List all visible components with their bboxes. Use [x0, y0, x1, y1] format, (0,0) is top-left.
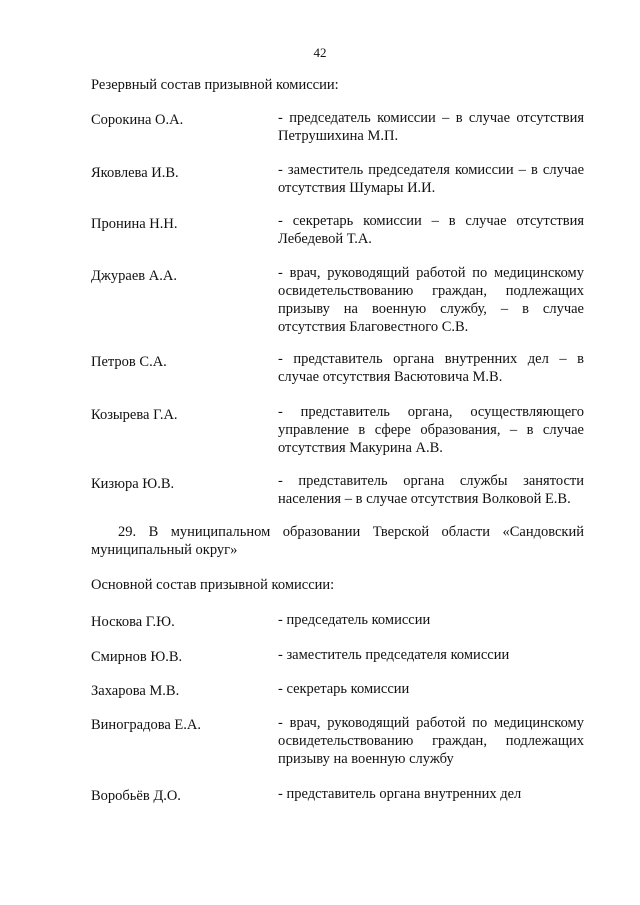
main-composition-heading: Основной состав призывной комиссии: — [91, 577, 335, 593]
main-member-role: - врач, руководящий работой по медицинскому освидетельствованию граждан, подлежащих призыву на военную службу — [278, 715, 584, 767]
main-member-role: - представитель органа внутренних дел — [278, 786, 522, 802]
reserve-member-role: - секретарь комиссии – в случае отсутствия Лебедевой Т.А. — [278, 213, 584, 247]
main-member-role: - секретарь комиссии — [278, 681, 410, 697]
main-member-role: - заместитель председателя комиссии — [278, 647, 510, 663]
reserve-composition-heading: Резервный состав призывной комиссии: — [91, 77, 339, 93]
reserve-member-role: - представитель органа, осуществляющего управление в сфере образования, – в случае отсутствия Макурина А.В. — [278, 404, 584, 456]
reserve-member-role: - заместитель председателя комиссии – в случае отсутствия Шумары И.И. — [278, 162, 584, 196]
main-member-name: Захарова М.В. — [91, 683, 180, 699]
page-number: 42 — [313, 45, 327, 60]
reserve-member-name: Петров С.А. — [91, 354, 167, 370]
reserve-member-role: - представитель органа внутренних дел – в случае отсутствия Васютовича М.В. — [278, 351, 584, 385]
main-member-name: Виноградова Е.А. — [91, 717, 201, 733]
main-member-role: - председатель комиссии — [278, 612, 431, 628]
reserve-member-name: Козырева Г.А. — [91, 407, 178, 423]
reserve-member-name: Сорокина О.А. — [91, 112, 184, 128]
reserve-member-name: Яковлева И.В. — [91, 165, 179, 181]
reserve-member-name: Кизюра Ю.В. — [91, 476, 175, 492]
main-member-name: Носкова Г.Ю. — [91, 614, 175, 630]
reserve-member-role: - врач, руководящий работой по медицинскому освидетельствованию граждан, подлежащих призыву на военную службу, – в случае отсутствия Благовестного С.В. — [278, 265, 584, 335]
reserve-member-role: - представитель органа службы занятости населения – в случае отсутствия Волковой Е.В. — [278, 473, 584, 507]
main-member-name: Воробьёв Д.О. — [91, 788, 181, 804]
reserve-member-name: Пронина Н.Н. — [91, 216, 178, 232]
item-29-paragraph: 29. В муниципальном образовании Тверской области «Сандовский муниципальный округ» — [91, 524, 584, 558]
main-member-name: Смирнов Ю.В. — [91, 649, 183, 665]
reserve-member-name: Джураев А.А. — [91, 268, 177, 284]
reserve-member-role: - председатель комиссии – в случае отсутствия Петрушихина М.П. — [278, 110, 584, 144]
